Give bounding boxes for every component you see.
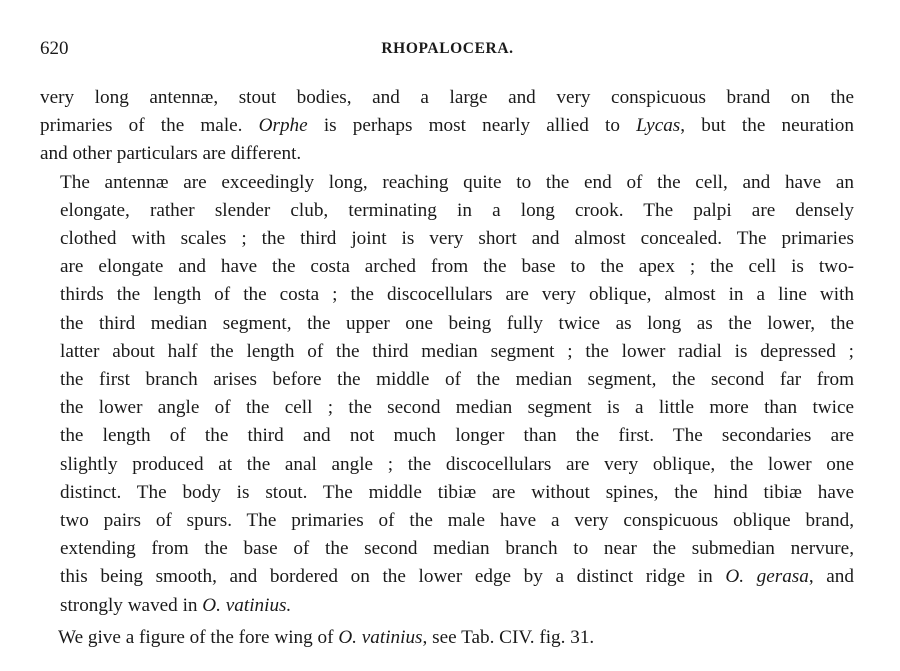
page-header [40, 38, 855, 62]
italic-text: O. gerasa [725, 566, 809, 588]
text-segment: this being smooth, and bordered on the lower edge by a distinct ridge in [60, 566, 726, 588]
text-line [36, 253, 854, 281]
text-line [36, 422, 854, 450]
text-segment: extending from the base of the second median branch to near the submedian nervure, [60, 538, 854, 560]
italic-text: Lycas [636, 115, 681, 137]
text-segment: slightly produced at the anal angle ; the discocellulars are very oblique, the lower one [60, 453, 854, 475]
italic-text: O. vatinius. [202, 594, 292, 616]
text-segment: thirds the length of the costa ; the discocellulars are very oblique, almost in a line with [60, 284, 854, 306]
paragraph-continued [36, 84, 854, 169]
text-segment: We give a figure of the fore wing of [58, 626, 339, 648]
text-segment: and other particulars are different. [40, 143, 302, 165]
text-segment: distinct. The body is stout. The middle tibiæ are without spines, the hind tibiæ have [60, 481, 854, 503]
text-segment: , see Tab. CIV. fig. 31. [422, 626, 595, 648]
text-line [36, 112, 854, 140]
text-line [36, 479, 854, 507]
text-line [36, 225, 854, 253]
text-line [36, 84, 854, 112]
text-line [36, 451, 854, 479]
text-segment: elongate, rather slender club, terminating in a long crook. The palpi are densely [60, 199, 854, 221]
text-segment: , and [808, 566, 854, 588]
text-line [36, 197, 854, 225]
text-segment: are elongate and have the costa arched from the base to the apex ; the cell is two- [60, 256, 854, 278]
paragraph-figure-reference [36, 624, 854, 652]
text-segment: primaries of the male. [40, 115, 259, 137]
text-line [36, 563, 854, 591]
text-line [36, 535, 854, 563]
text-segment: strongly waved in [60, 594, 203, 616]
text-segment: the third median segment, the upper one being fully twice as long as the lower, the [60, 312, 854, 334]
text-segment: two pairs of spurs. The primaries of the male have a very conspicuous oblique brand, [60, 510, 854, 532]
text-segment: the lower angle of the cell ; the second median segment is a little more than twice [60, 397, 854, 419]
text-line [36, 338, 854, 366]
page-number: 620 [40, 38, 69, 59]
text-segment: The antennæ are exceedingly long, reaching quite to the end of the cell, and have an [60, 171, 854, 193]
body-text [36, 84, 854, 652]
text-segment: is perhaps most nearly allied to [307, 115, 637, 137]
text-segment: the length of the third and not much longer than the first. The secondaries are [60, 425, 854, 447]
text-segment: , but the neuration [680, 115, 854, 137]
text-line [36, 281, 854, 309]
text-line [36, 366, 854, 394]
text-segment: very long antennæ, stout bodies, and a large and very conspicuous brand on the [40, 87, 854, 108]
text-line [36, 624, 854, 652]
paragraph-description [36, 169, 854, 620]
italic-text: O. vatinius [338, 626, 423, 648]
text-line [36, 394, 854, 422]
text-segment: the first branch arises before the middle of the median segment, the second far from [60, 369, 854, 391]
text-segment: clothed with scales ; the third joint is very short and almost concealed. The primaries [60, 228, 854, 250]
running-title: RHOPALOCERA. [381, 40, 514, 57]
text-line [36, 592, 854, 620]
italic-text: Orphe [258, 115, 308, 137]
text-line [36, 310, 854, 338]
text-line [36, 140, 854, 168]
text-line [36, 169, 854, 197]
text-line [36, 507, 854, 535]
text-segment: latter about half the length of the third median segment ; the lower radial is depressed ; [60, 340, 854, 362]
